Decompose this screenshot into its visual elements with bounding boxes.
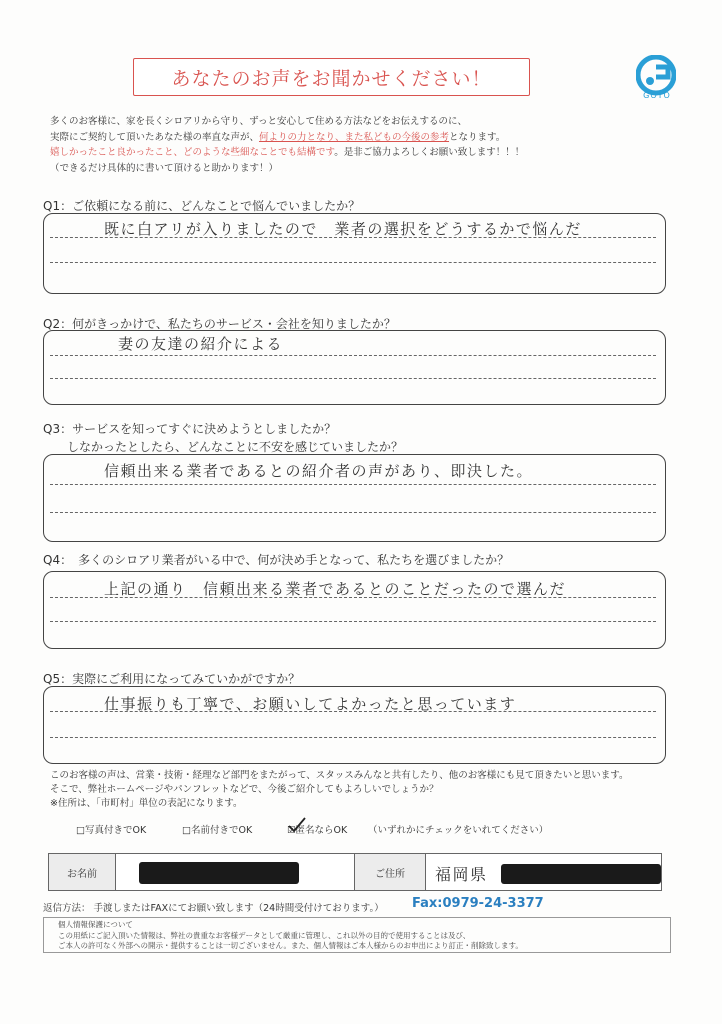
privacy-line-2: この用紙にご記入頂いた情報は、弊社の貴重なお客様データとして厳重に管理し、これ以外の目的で使用することは及び、 [58,930,471,940]
intro-line-2c: となります。 [449,131,506,143]
dashed-line [50,621,656,622]
privacy-line-3: ご本人の許可なく外部への開示・提供することは一切ございません。また、個人情報はご本人様からのお申出により訂正・削除致します。 [58,941,523,950]
intro-line-1: 多くのお客様に、家を長くシロアリから守り、ずっと安心して住める方法などをお伝えするのに、 [50,116,468,127]
intro-line-2 [50,130,690,146]
divider [354,854,355,890]
question-1-answer: 既に白アリが入りましたので 業者の選択をどうするかで悩んだ [104,220,582,238]
name-redacted [139,862,299,884]
name-label: お名前 [49,854,115,890]
consent-line-2: そこで、弊社ホームページやパンフレットなどで、今後ご紹介してもよろしいでしょうか？ [50,784,439,795]
question-5-answer: 仕事振りも丁寧で、お願いしてよかったと思っています [104,695,517,713]
address-value: 福岡県 [435,865,488,884]
divider [425,854,426,890]
checkmark-icon [287,815,307,835]
question-1-label: Q1：ご依頼になる前に、どんなことで悩んでいましたか？ [43,199,361,213]
checkbox-photo-ok[interactable]: □写真付きでOK [76,825,147,836]
privacy-line-1: 個人情報保護について [58,920,133,929]
consent-line-3: ※住所は、「市町村」単位の表記になります。 [50,798,243,809]
question-3-label-2: しなかったとしたら、どんなことに不安を感じていましたか？ [67,440,404,454]
checkbox-name-ok[interactable]: □名前付きでOK [182,825,253,836]
address-label: ご住所 [355,854,425,890]
intro-text [50,114,690,176]
dashed-line [50,484,656,485]
question-4-label: Q4： 多くのシロアリ業者がいる中で、何が決め手となって、私たちを選びましたか？ [43,553,510,567]
question-2-answer: 妻の友達の紹介による [118,335,284,353]
intro-line-2a: 実際にご契約して頂いたあなた様の率直な声が、 [50,131,260,143]
question-4-answer: 上記の通り 信頼出来る業者であるとのことだったので選んだ [104,580,567,598]
privacy-notice [43,917,671,953]
question-3-answer: 信頼出来る業者であるとの紹介者の声があり、即決した。 [104,462,534,480]
intro-line-4: （できるだけ具体的に書いて頂けると助かります！） [50,162,279,174]
question-5-label: Q5：実際にご利用になってみていかがですか？ [43,672,301,686]
page-title: あなたのお声をお聞かせください！ [133,58,530,96]
fax-number: Fax:0979-24-3377 [412,896,544,911]
question-2-label: Q2：何がきっかけで、私たちのサービス・会社を知りましたか？ [43,317,396,331]
consent-line-1: このお客様の声は、営業・技術・経理など部門をまたがって、スタッスみんなと共有したり、他のお客様にも見て頂きたいと思います。 [50,770,629,781]
address-redacted [501,864,661,884]
return-method: 返信方法： 手渡しまたはFAXにてお願い致します（24時間受付けております。） [43,903,384,914]
intro-highlight: 何よりの力となり、また私どもの今後の参考 [259,131,450,143]
intro-line-3 [50,145,690,161]
question-3-label: Q3：サービスを知ってすぐに決めようとしましたか？ [43,422,337,436]
checkbox-anonymous-ok[interactable]: ☑匿名ならOK [287,825,348,836]
dashed-line [50,737,656,738]
dashed-line [50,378,656,379]
divider [115,854,116,890]
logo-text: GOTO [643,91,671,100]
dashed-line [50,262,656,263]
intro-red-text: 嬉しかったこと良かったこと、どのような些細なことでも結構です [50,147,335,158]
dashed-line [50,512,656,513]
dashed-line [50,355,656,356]
name-address-form [48,853,662,891]
intro-line-3b: 。是非ご協力よろしくお願い致します！！！ [334,147,525,158]
checkbox-note: （いずれかにチェックをいれてください） [368,825,549,836]
consent-text [50,769,710,811]
